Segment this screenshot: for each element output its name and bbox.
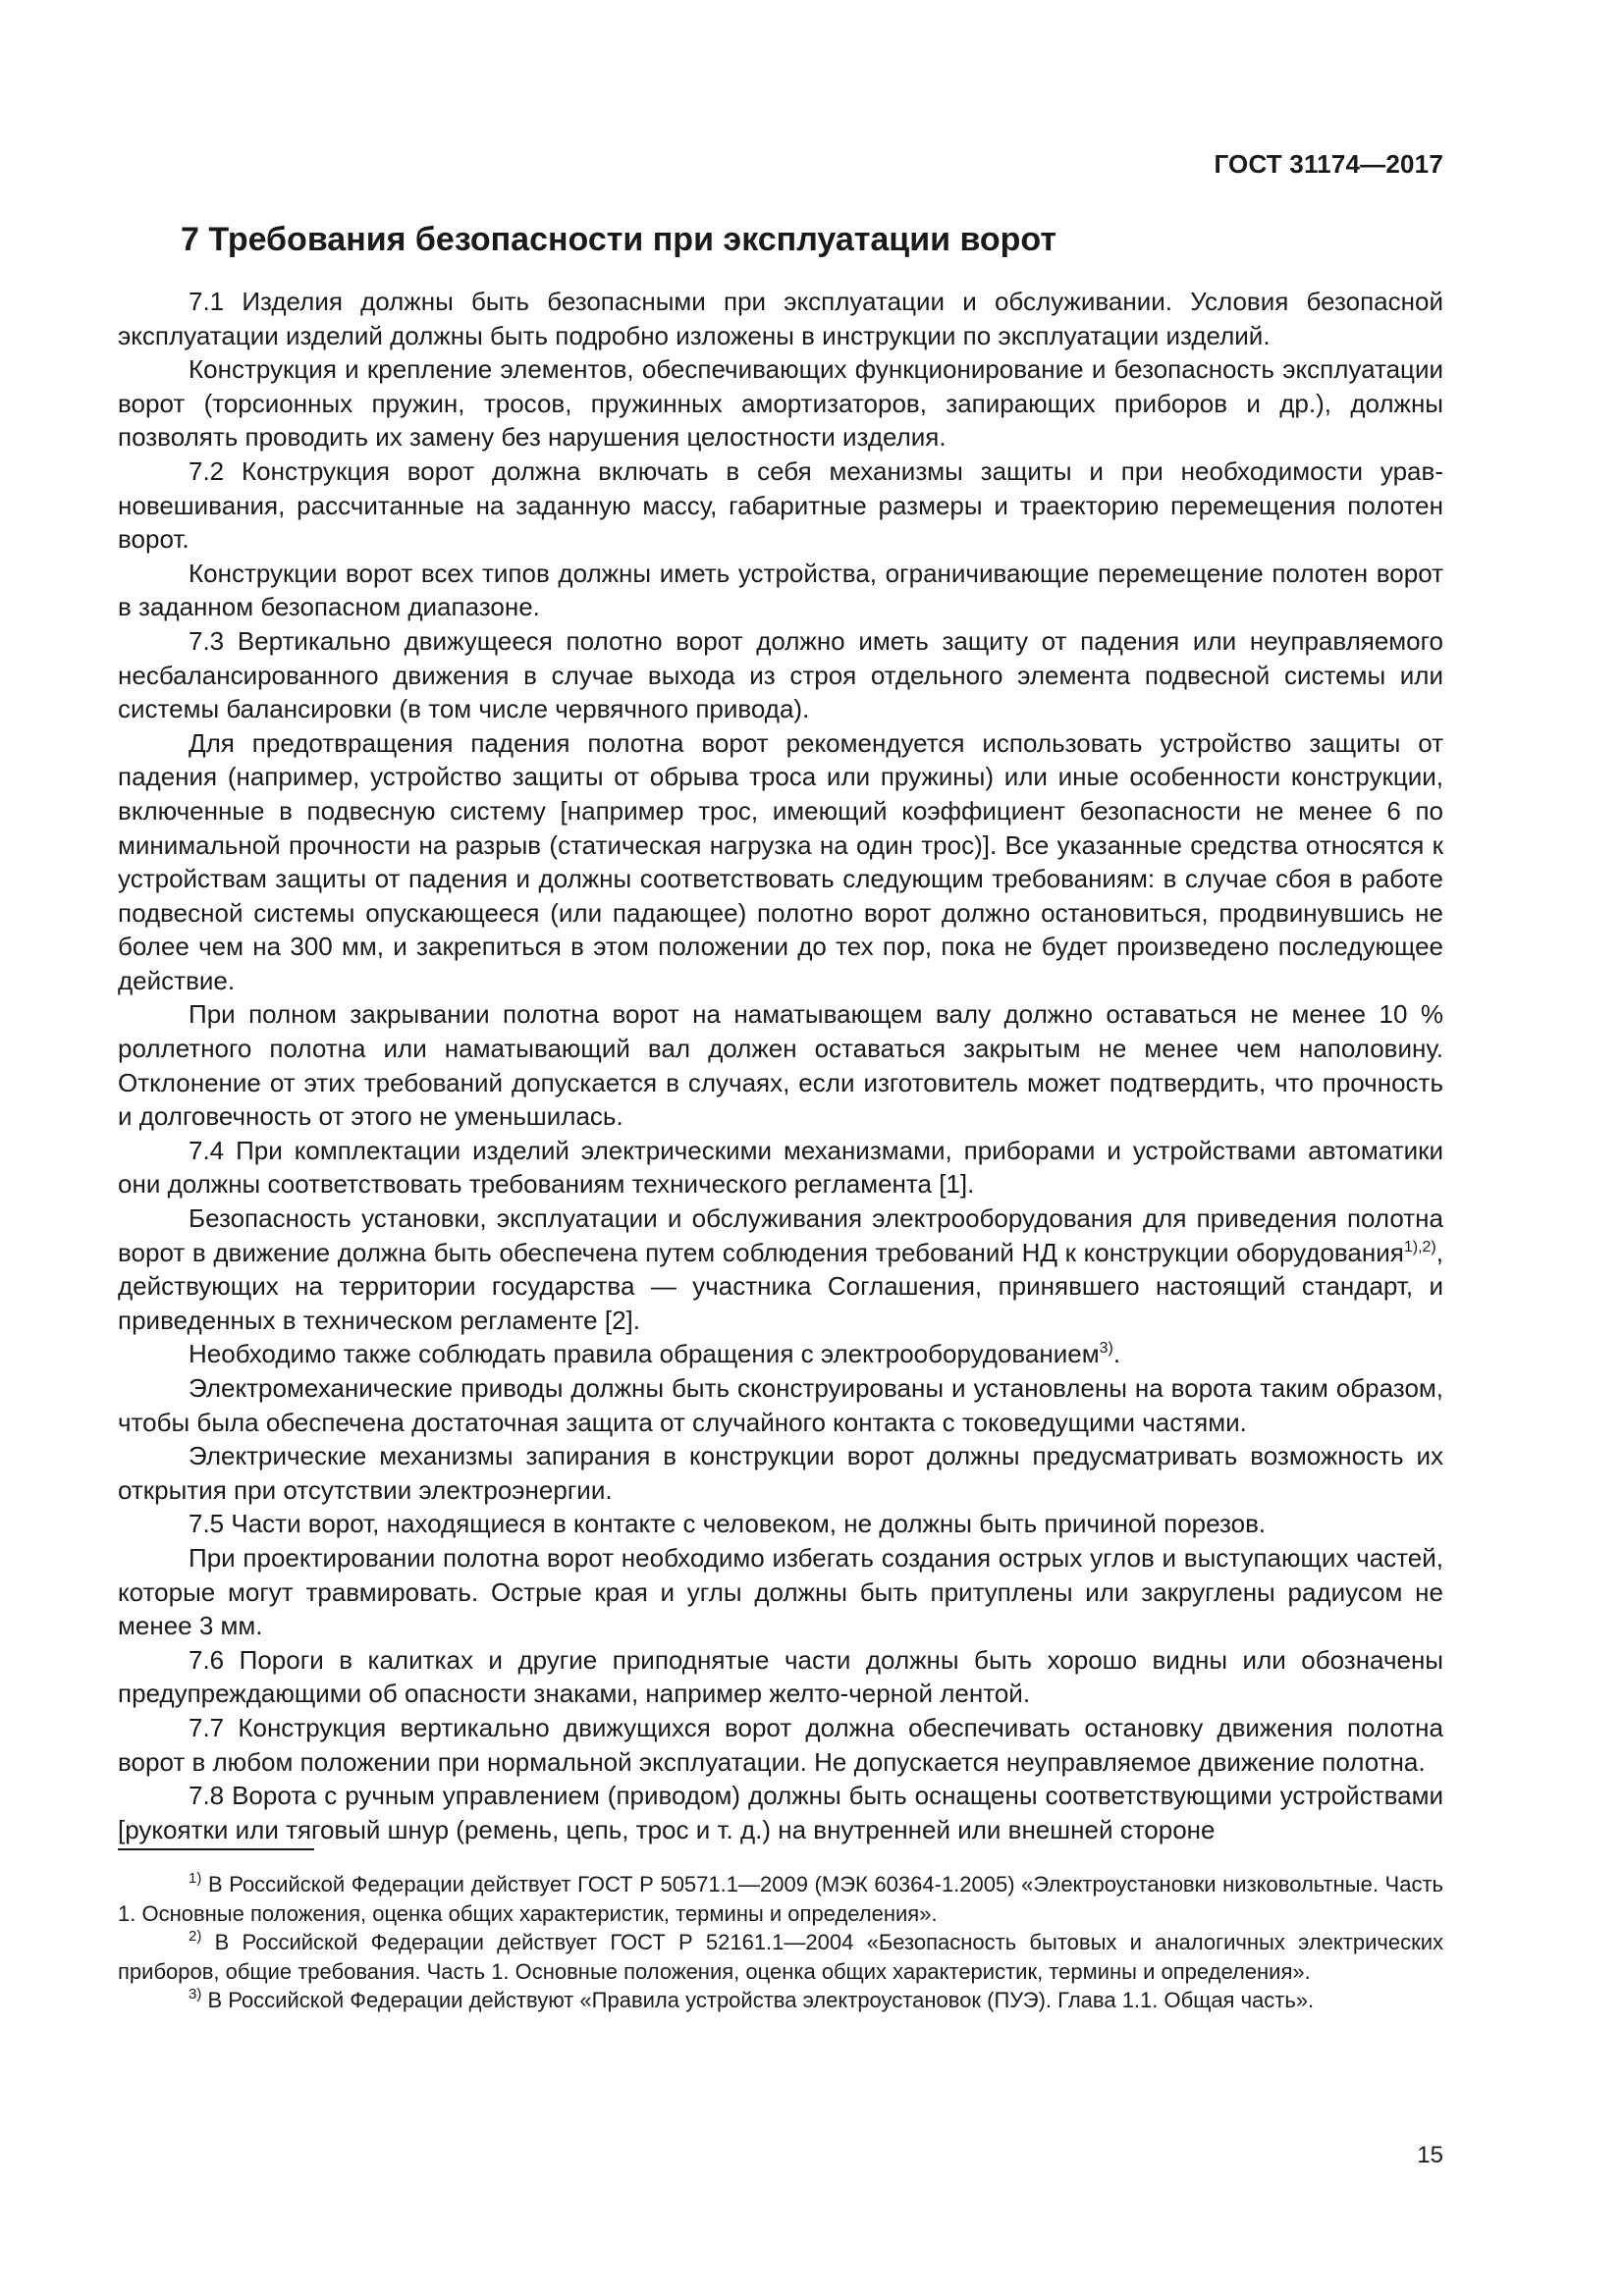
footnote-divider (118, 1848, 314, 1850)
paragraph: Необходимо также соблюдать правила обращения с электрооборудованием$^{3)}$. (189, 1339, 1121, 1369)
paragraph: Электромеханические приводы должны быть сконструированы и установлены на ворота таким образом, чтобы была обеспечена достаточная защита от случайного контакта с токоведущими частями. (118, 1373, 1443, 1437)
paragraph: Электрические механизмы запирания в конструкции ворот должны предусматривать возможность их открытия при отсутствии электроэнергии. (118, 1441, 1443, 1505)
main-content (118, 218, 1443, 1846)
paragraph-7-7: 7.7 Конструкция вертикально движущихся ворот должна обеспечивать остановку движения полотна ворот в любом положении при нормальной эксплуатации. Не допускается неуправляемое движение полотна. (118, 1712, 1443, 1777)
document-id: ГОСТ 31174—2017 (1214, 149, 1443, 179)
footnote-2: $^{2)}$ В Российской Федерации действует ГОСТ Р 52161.1—2004 «Безопасность бытовых и аналогичных электрических приборов, общие требования. Часть 1. Основные положения, оценка общих характеристик, термины и определения». (118, 1928, 1443, 1984)
footnote-mark: 1) (189, 1870, 202, 1887)
paragraph: При проектировании полотна ворот необходимо избегать создания острых углов и выступающих частей, которые могут травмировать. Острые края и углы должны быть притуплены или закруглены радиусом не менее 3 мм. (118, 1542, 1443, 1641)
footnote-1: $^{1)}$ В Российской Федерации действует ГОСТ Р 50571.1—2009 (МЭК 60364-1.2005) «Электроустановки низковольтные. Часть 1. Основные положения, оценка общих характеристик, термины и определения». (118, 1870, 1443, 1926)
paragraph: Для предотвращения падения полотна ворот рекомендуется использовать устройство защиты от падения (например, устройство защиты от обрыва троса или пружины) или иные особенности конструкции, включенные в подвесную систему [например трос, имеющий коэффициент безопасности не менее 6 по минимальной прочности на разрыв (статическая нагрузка на один трос)]. Все указанные средства относятся к устройствам защиты от падения и должны соответствовать следующим требованиям: в случае сбоя в работе подвесной системы опускающееся (или падающее) полотно ворот должно остановиться, продвинувшись не более чем на 300 мм, и закрепиться в этом положении до тех пор, пока не будет произведено последующее действие. (118, 727, 1443, 995)
paragraph: При полном закрывании полотна ворот на наматывающем валу должно оставаться не менее 10 % роллетного полотна или наматывающий вал должен оставаться закрытым не менее чем наполовину. Отклонение от этих требований допускается в случаях, если изготовитель может подтвердить, что прочность и долговечность от этого не уменьшилась. (118, 999, 1443, 1132)
page-number: 15 (1417, 2142, 1443, 2168)
footnote-ref[interactable]: 3) (1099, 1340, 1113, 1358)
paragraph-7-6: 7.6 Пороги в калитках и другие приподнятые части должны быть хорошо видны или обозначены предупреждающими об опасности знаками, например желто-черной лентой. (118, 1644, 1443, 1709)
paragraph-7-1: 7.1 Изделия должны быть безопасными при эксплуатации и обслуживании. Условия безопасной эксплуатации изделий должны быть подробно изложены в инструкции по эксплуатации изделий. (118, 287, 1443, 350)
paragraph-7-4: 7.4 При комплектации изделий электрическими механизмами, приборами и устройствами автоматики они должны соответствовать требованиям технического регламента [1]. (118, 1135, 1443, 1200)
footnote-ref[interactable]: 1),2) (1403, 1238, 1436, 1255)
footnotes (118, 1870, 1443, 2015)
footnote-mark: 2) (189, 1928, 202, 1945)
paragraph: Конструкции ворот всех типов должны иметь устройства, ограничивающие перемещение полотен ворот в заданном безопасном диапазоне. (118, 558, 1443, 622)
paragraph-7-5: 7.5 Части ворот, находящиеся в контакте с человеком, не должны быть причиной порезов. (189, 1509, 1267, 1539)
paragraph: Конструкция и крепление элементов, обеспечивающих функционирование и безопасность эксплуатации ворот (торсионных пружин, тросов, пружинных амортизаторов, запирающих приборов и др.), должны позволять проводить их замену без нарушения целостности изделия. (118, 354, 1443, 453)
paragraph: Безопасность установки, эксплуатации и обслуживания электрооборудования для приведения полотна ворот в движение должна быть обеспечена путем соблюдения требований НД к конструкции оборудования$^{1),2)}$, действующих на территории государства — участника Соглашения, принявшего настоящий стандарт, и приведенных в техническом регламенте [2]. (118, 1203, 1443, 1335)
paragraph-7-8: 7.8 Ворота с ручным управлением (приводом) должны быть оснащены соответствующими устройствами [рукоятки или тяговый шнур (ремень, цепь, трос и т. д.) на внутренней или внешней стороне (118, 1781, 1443, 1844)
footnote-3: $^{3)}$ В Российской Федерации действуют «Правила устройства электроустановок (ПУЭ). Глава 1.1. Общая часть». (189, 1986, 1315, 2012)
section-title: 7 Требования безопасности при эксплуатации ворот (181, 221, 1057, 258)
paragraph-7-3: 7.3 Вертикально движущееся полотно ворот должно иметь защиту от падения или неуправляемого несбалансированного движения в случае выхода из строя отдельного элемента подвесной системы или системы балансировки (в том числе червячного привода). (118, 625, 1443, 724)
paragraph-7-2: 7.2 Конструкция ворот должна включать в себя механизмы защиты и при необходимости уравновешивания, рассчитанные на заданную массу, габаритные размеры и траекторию перемещения полотен ворот. (118, 455, 1443, 555)
footnote-mark: 3) (189, 1986, 202, 2002)
